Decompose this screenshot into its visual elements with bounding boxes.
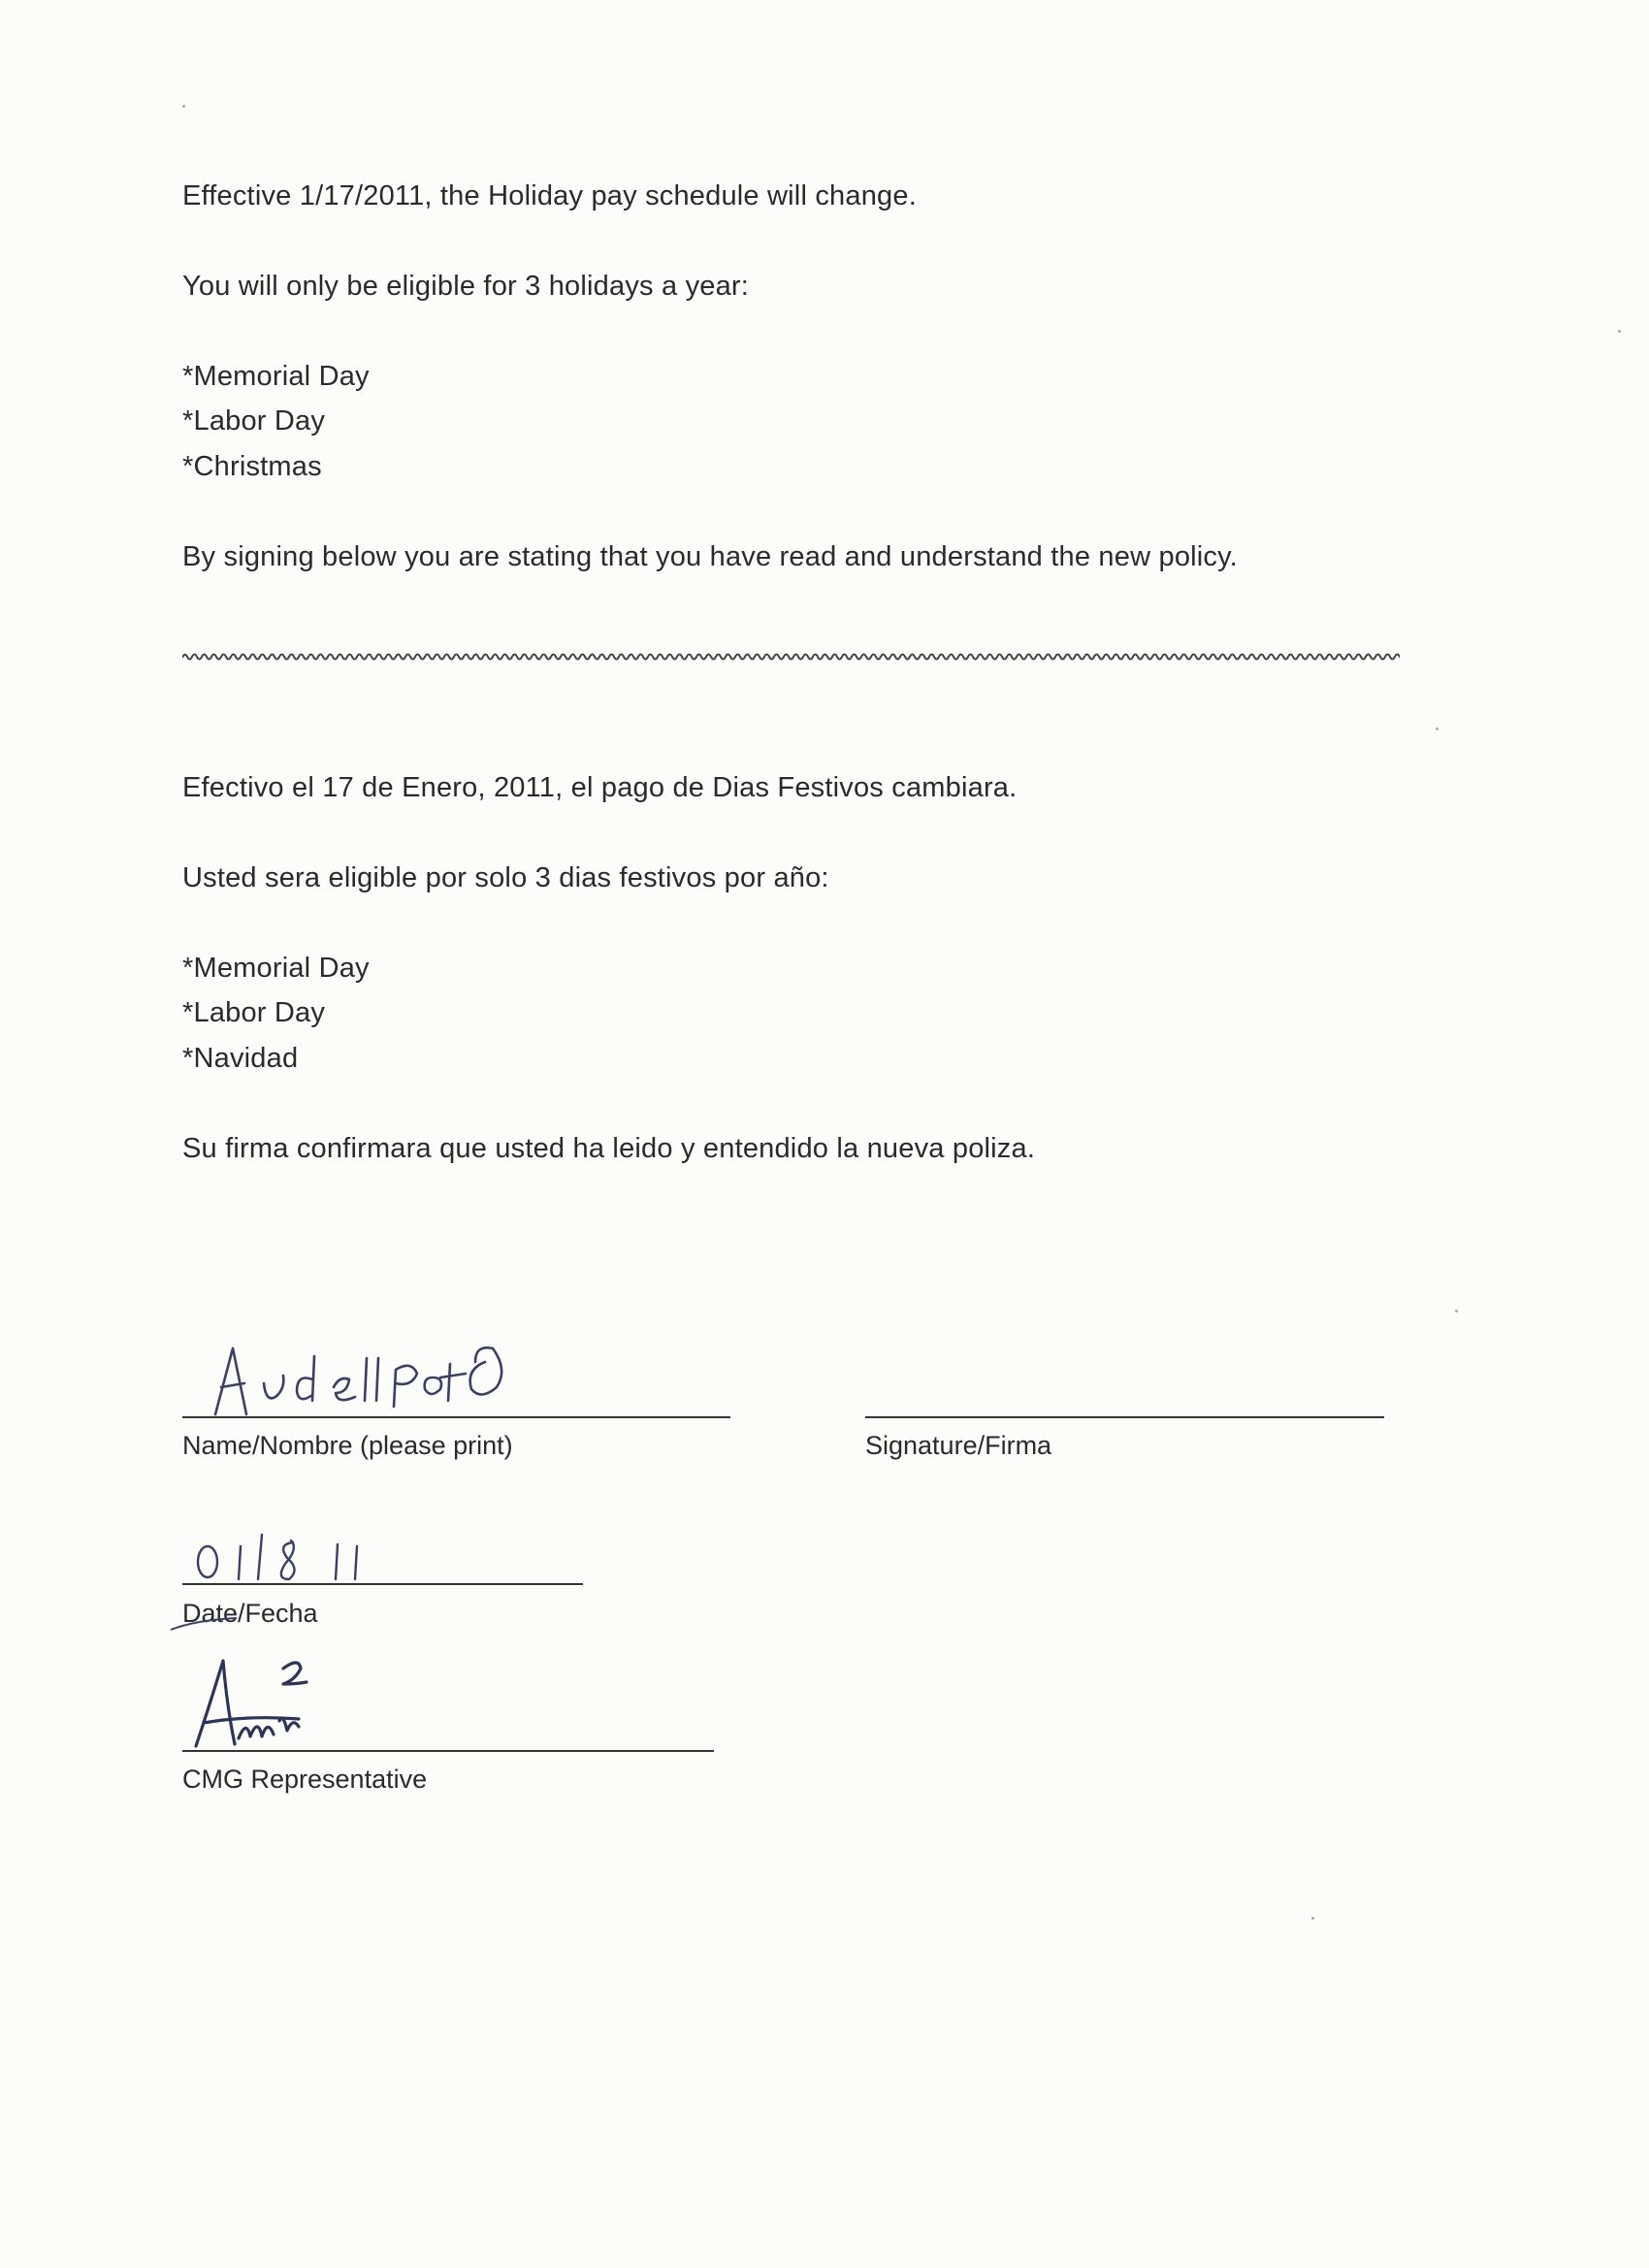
acknowledgement-spanish: Su firma confirmara que usted ha leido y entendido la nueva poliza. <box>182 1133 1036 1164</box>
acknowledgement-english: By signing below you are stating that you have read and understand the new policy. <box>182 541 1238 572</box>
scan-speck <box>1311 1917 1314 1920</box>
scan-speck <box>182 105 185 108</box>
eligibility-spanish: Usted sera eligible por solo 3 dias festivos por año: <box>182 862 829 893</box>
handwritten-name <box>204 1319 592 1421</box>
effective-date-english: Effective 1/17/2011, the Holiday pay schedule will change. <box>182 180 917 211</box>
representative-line <box>182 1750 714 1752</box>
name-line <box>182 1416 730 1418</box>
eligibility-english: You will only be eligible for 3 holidays a year: <box>182 271 750 302</box>
holiday-item: *Navidad <box>182 1043 299 1074</box>
scan-speck <box>1618 330 1621 333</box>
date-underline-stroke <box>167 1614 244 1634</box>
signature-line[interactable] <box>865 1416 1384 1418</box>
holiday-item: *Memorial Day <box>182 361 370 392</box>
handwritten-date <box>184 1523 398 1586</box>
name-label: Name/Nombre (please print) <box>182 1431 513 1460</box>
representative-signature <box>190 1649 336 1756</box>
representative-label: CMG Representative <box>182 1765 428 1794</box>
date-line <box>182 1583 583 1585</box>
tilde-separator <box>182 648 1400 665</box>
holiday-item: *Labor Day <box>182 405 326 437</box>
effective-date-spanish: Efectivo el 17 de Enero, 2011, el pago de Dias Festivos cambiara. <box>182 772 1018 803</box>
holiday-item: *Christmas <box>182 451 322 482</box>
date-label: Date/Fecha <box>182 1599 318 1628</box>
signature-label: Signature/Firma <box>865 1431 1052 1460</box>
scan-speck <box>1455 1310 1458 1312</box>
holiday-item: *Labor Day <box>182 997 326 1028</box>
scan-speck <box>1436 728 1439 730</box>
holiday-item: *Memorial Day <box>182 953 370 984</box>
